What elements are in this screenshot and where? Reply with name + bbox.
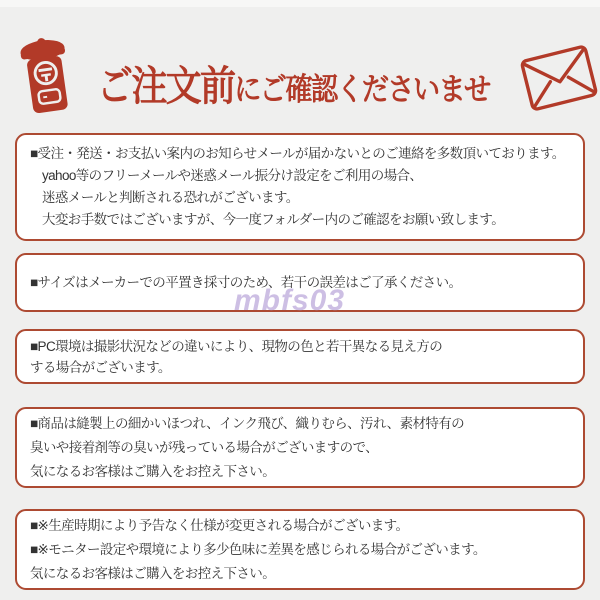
notice-box: [15, 329, 585, 384]
title-emphasis: ご注文前: [97, 63, 235, 109]
watermark: mbfs03: [234, 284, 346, 317]
notice-line: yahoo等のフリーメールや迷惑メール振分け設定をご利用の場合、: [42, 168, 423, 183]
notice-line: 大変お手数ではございますが、今一度フォルダー内のご確認をお願い致します。: [42, 212, 505, 227]
envelope-icon: [518, 42, 599, 113]
notice-box: [15, 407, 585, 488]
notice-line: ■※生産時期により予告なく仕様が変更される場合がございます。: [30, 517, 409, 533]
notice-line: ■PC環境は撮影状況などの違いにより、現物の色と若干異なる見え方の: [30, 338, 443, 354]
notice-line: する場合がございます。: [30, 359, 171, 375]
notice-line: ■サイズはメーカーでの平置き採寸のため、若干の誤差はご了承ください。: [30, 274, 462, 290]
notice-line: ■※モニター設定や環境により多少色味に差異を感じられる場合がございます。: [30, 541, 486, 557]
notice-line: 気になるお客様はご購入をお控え下さい。: [30, 565, 276, 581]
notice-box: [15, 509, 585, 590]
notice-box: [15, 133, 585, 241]
postbox-icon: [17, 36, 75, 114]
notice-line: 気になるお客様はご購入をお控え下さい。: [30, 463, 276, 479]
title-rest: にご確認くださいませ: [234, 72, 490, 107]
notice-line: 迷惑メールと判断される恐れがございます。: [42, 190, 299, 205]
notice-line: ■商品は縫製上の細かいほつれ、インク飛び、織りむら、汚れ、素材特有の: [30, 415, 465, 431]
page-title: [97, 53, 489, 112]
notice-line: 臭いや接着剤等の臭いが残っている場合がございますので、: [30, 439, 379, 455]
notice-line: ■受注・発送・お支払い案内のお知らせメールが届かないとのご連絡を多数頂いております。: [30, 146, 565, 161]
header: [0, 0, 600, 130]
